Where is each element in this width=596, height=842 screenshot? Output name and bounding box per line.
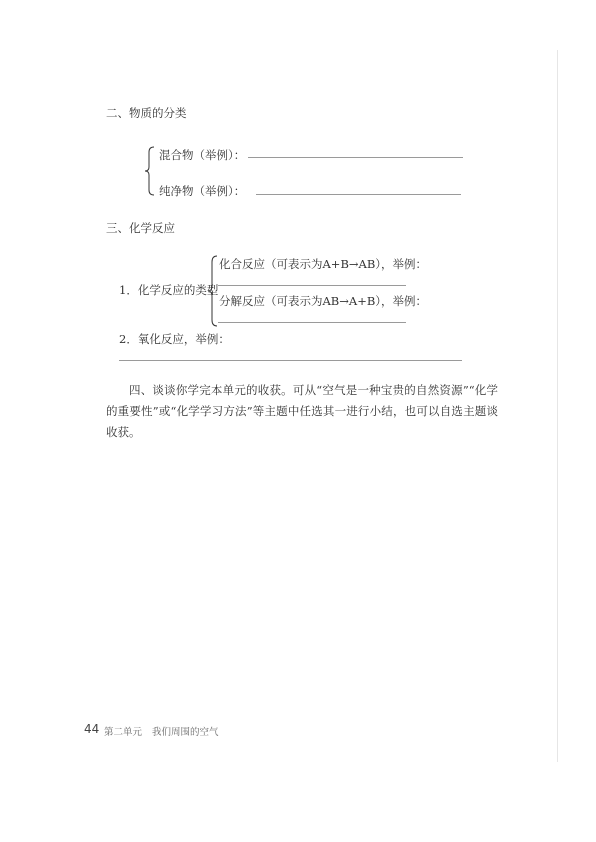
decomposition-reaction-label: 分解反应（可表示为AB→A+B），举例： — [219, 294, 428, 308]
oxidation-label: 2．氧化反应，举例： — [119, 332, 230, 346]
footer-unit: 第二单元 — [104, 727, 143, 738]
combination-answer-line[interactable] — [218, 285, 406, 286]
decomposition-answer-line[interactable] — [218, 322, 406, 323]
mixture-answer-line[interactable] — [248, 157, 463, 158]
section2-heading: 二、物质的分类 — [106, 106, 187, 120]
section4-paragraph: 四、谈谈你学完本单元的收获。可从“空气是一种宝贵的自然资源”“化学的重要性”或“化学学习方法”等主题中任选其一进行小结，也可以自选主题谈收获。 — [106, 383, 498, 439]
footer-unit-title: 我们周围的空气 — [152, 727, 219, 738]
pure-substance-label: 纯净物（举例）： — [159, 184, 246, 198]
pure-substance-answer-line[interactable] — [256, 194, 461, 195]
oxidation-answer-line[interactable] — [119, 360, 462, 361]
combination-reaction-label: 化合反应（可表示为A+B→AB），举例： — [219, 257, 428, 271]
reaction-types-brace — [207, 255, 219, 327]
reaction-types-label: 1．化学反应的类型 — [119, 283, 219, 297]
page-edge-rule — [557, 50, 558, 762]
section3-heading: 三、化学反应 — [106, 221, 175, 235]
classification-brace — [144, 146, 156, 196]
page-number: 44 — [84, 722, 100, 736]
mixture-label: 混合物（举例）： — [159, 148, 246, 162]
